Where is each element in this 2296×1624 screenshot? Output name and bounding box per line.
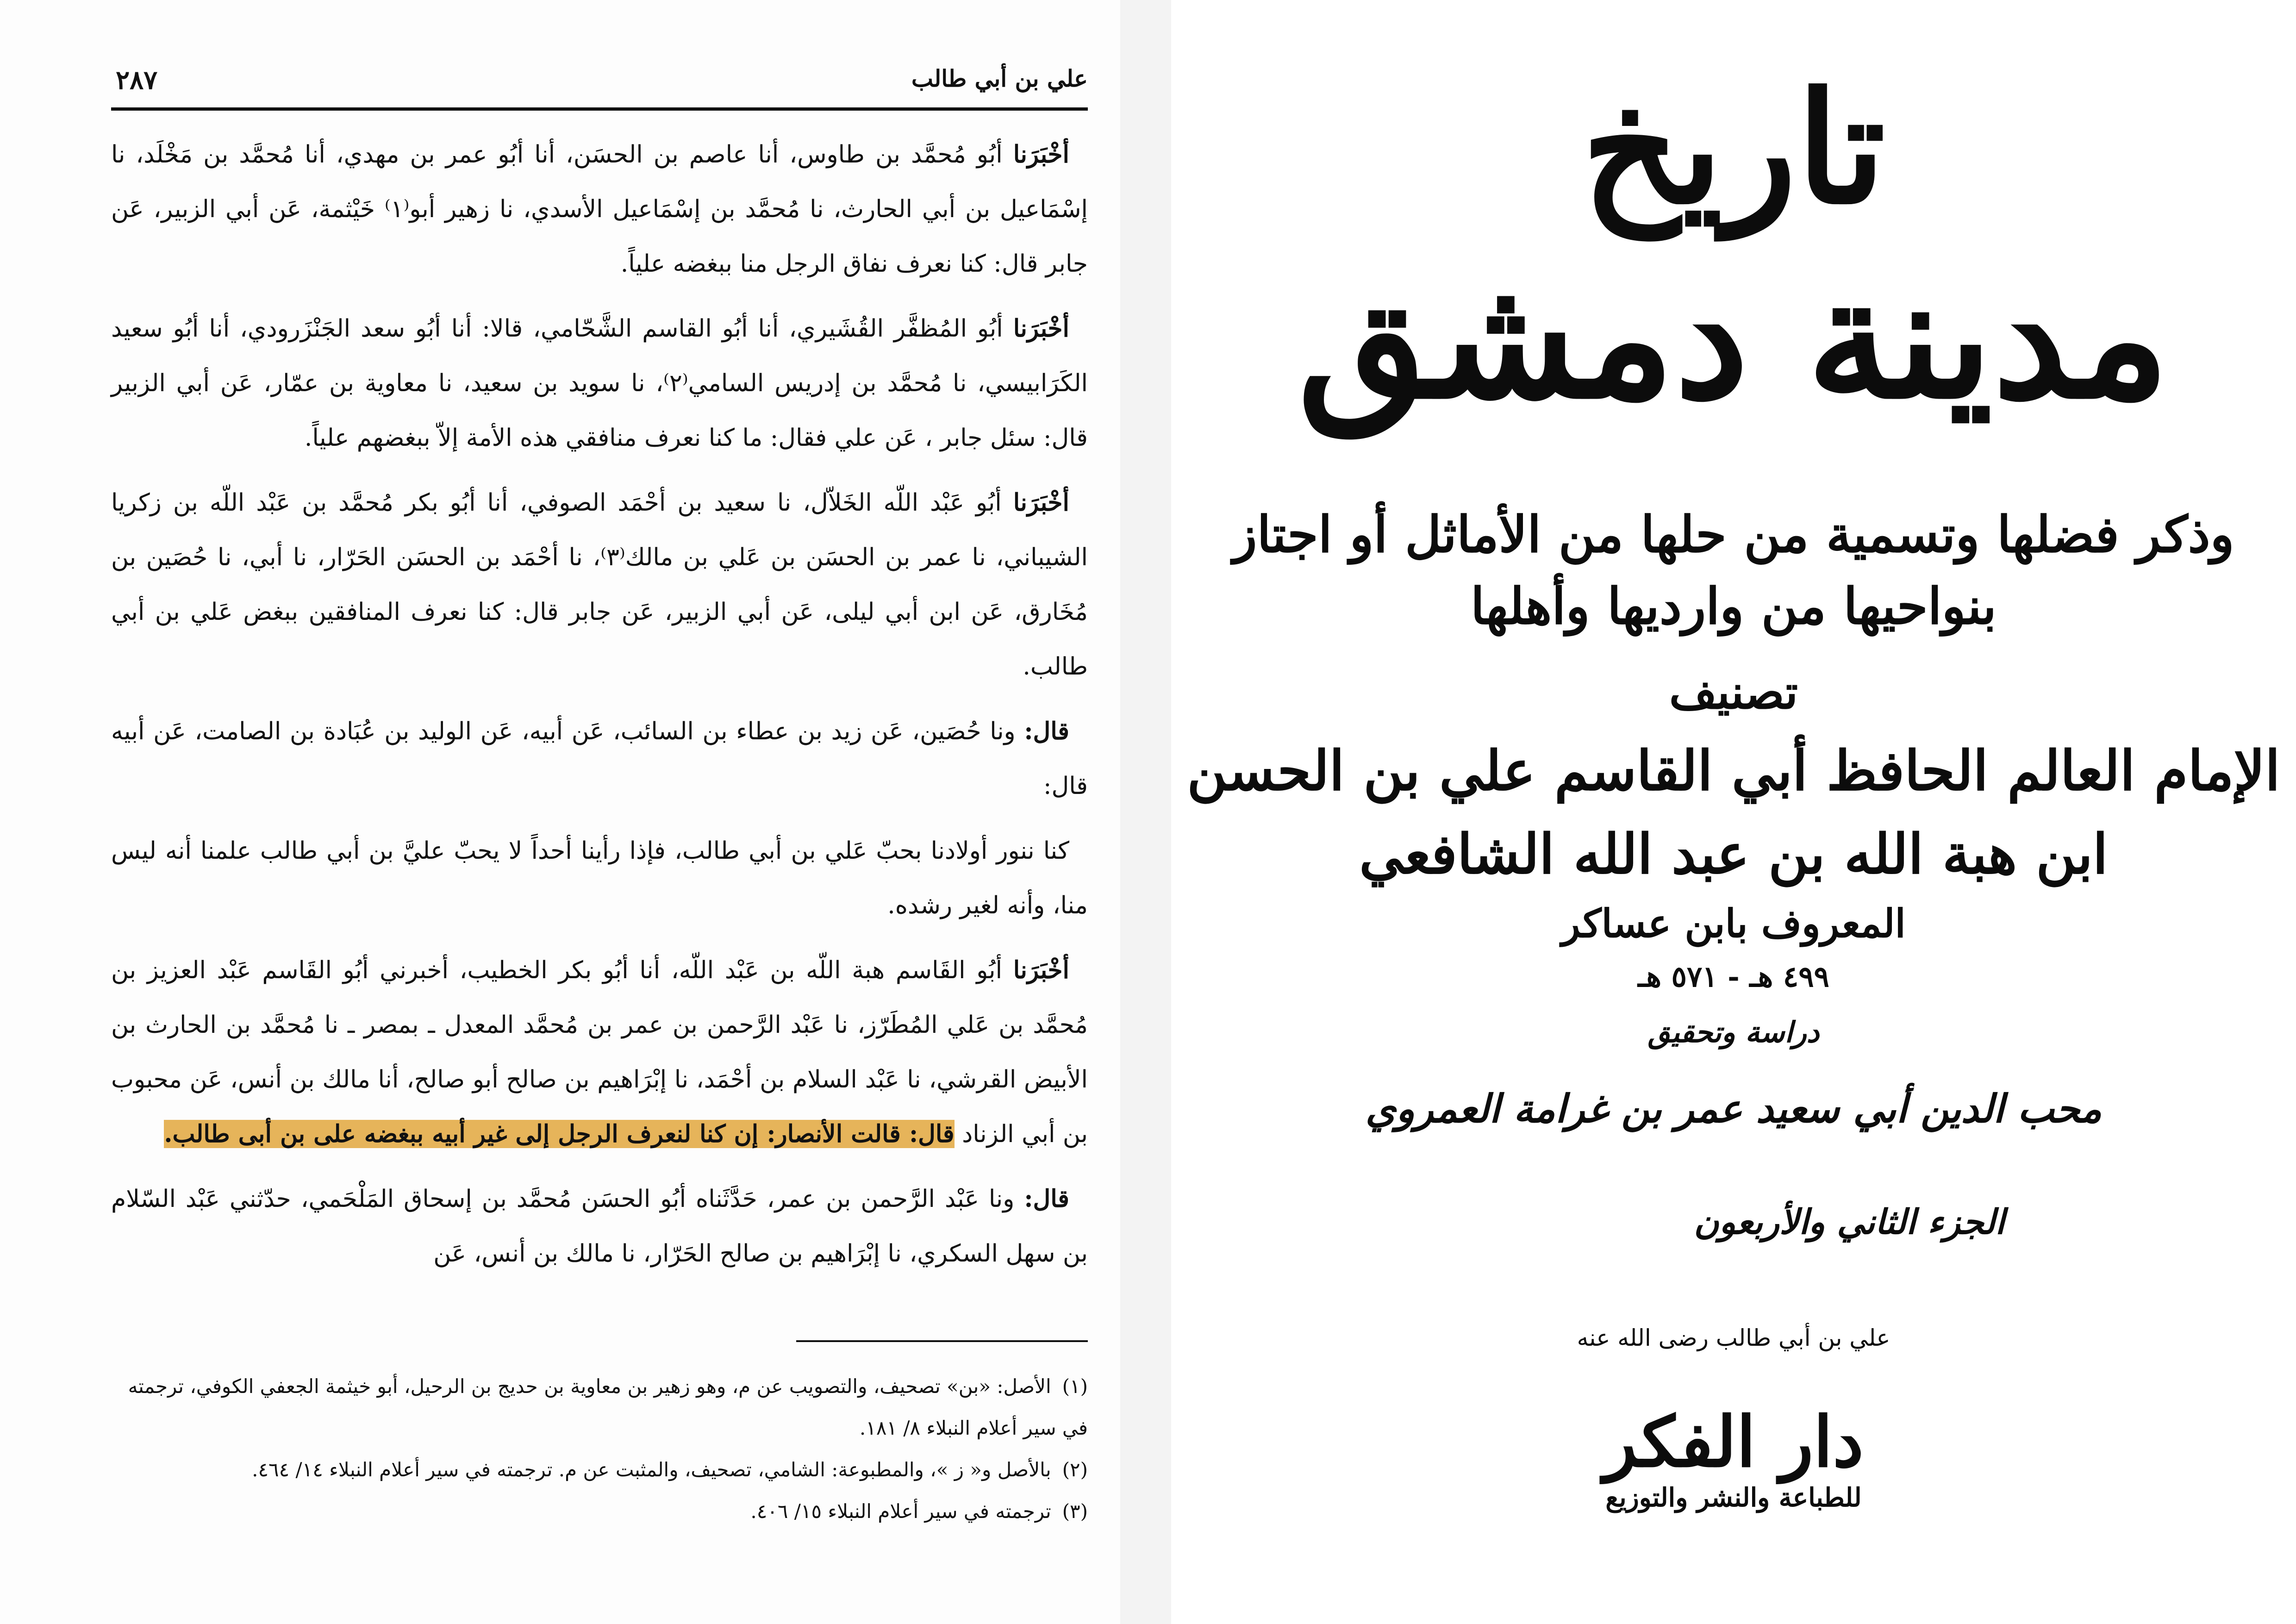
footnote-text: الأصل: «بن» تصحيف، والتصويب عن م، وهو زهير بن معاوية بن حديج بن الرحيل، أبو خيثمة الجعفي الكوفي، ترجمته في سير أعلام النبلاء ٨/ ١٨١. bbox=[128, 1375, 1088, 1439]
paragraph-text: ونا حُصَين، عَن زيد بن عطاء بن السائب، عَن أبيه، عَن الوليد بن عُبَادة بن الصامت، عَن أبيه قال: bbox=[111, 718, 1088, 800]
footnote-rule bbox=[796, 1340, 1088, 1342]
book-title-top: تاريخ bbox=[1581, 58, 1886, 238]
section-label: علي بن أبي طالب رضى الله عنه bbox=[1577, 1324, 1890, 1351]
paragraph-lead: أخْبَرَنا bbox=[1013, 488, 1069, 517]
footnote-number: (٣) bbox=[1062, 1500, 1088, 1523]
paragraph-text: أبُو المُظفَّر القُشَيري، أنا أبُو القاسم الشَّحّامي، قالا: أنا أبُو سعد الجَنْزَرودي، أنا أبُو سعيد الكَرَابيسي، نا مُحمَّد بن إدريس السامي⁽٢⁾، نا سويد بن سعيد، نا معاوية بن عمّار، عَن أبي الزبير قال: سئل جابر ، عَن علي فقال: ما كنا نعرف منافقي هذه الأمة إلاّ ببغضهم علياً. bbox=[111, 315, 1088, 452]
running-header: علي بن أبي طالب bbox=[911, 65, 1088, 92]
highlighted-quote: قال: قالت الأنصار: إن كنا لنعرف الرجل إلى غير أبيه ببغضه على بن أبى طالب. bbox=[164, 1120, 955, 1148]
authored-by-label: تصنيف bbox=[1669, 665, 1798, 719]
paragraph-lead: أخْبَرَنا bbox=[1013, 314, 1069, 343]
editor-name: محب الدين أبي سعيد عمر بن غرامة العمروي bbox=[1365, 1086, 2102, 1131]
paragraph-3 bbox=[111, 475, 1088, 694]
paragraph-2 bbox=[111, 301, 1088, 465]
publisher-logo: دار الفكر bbox=[1603, 1401, 1864, 1483]
paragraph-1 bbox=[111, 127, 1088, 291]
header-rule bbox=[111, 107, 1088, 111]
paragraph-text: ونا عَبْد الرَّحمن بن عمر، حَدَّثَناه أبُو الحسَن مُحمَّد بن إسحاق المَلْحَمي، حدّثني عَبْد السّلام بن سهل السكري، نا إبْرَاهيم بن صالح الحَرّار، نا مالك بن أنس، عَن bbox=[111, 1185, 1088, 1268]
author-line-2: ابن هبة الله بن عبد الله الشافعي bbox=[1359, 822, 2108, 886]
footnote-2 bbox=[111, 1449, 1088, 1491]
paragraph-text: أبُو عَبْد اللّه الخَلاّل، نا سعيد بن أحْمَد الصوفي، أنا أبُو بكر مُحمَّد بن عَبْد اللّه بن زكريا الشيباني، نا عمر بن الحسَن بن عَلي بن مالك⁽٣⁾، نا أحْمَد بن الحسَن الحَرّار، نا أبي، نا حُصَين بن مُخَارق، عَن ابن أبي ليلى، عَن أبي الزبير، عَن جابر قال: كنا نعرف المنافقين ببغض عَلي بن أبي طالب. bbox=[111, 489, 1088, 681]
left-page bbox=[0, 0, 1120, 1624]
paragraph-6 bbox=[111, 943, 1088, 1162]
paragraph-lead: قال: bbox=[1024, 717, 1069, 745]
page-number: ٢٨٧ bbox=[116, 65, 158, 95]
paragraph-5 bbox=[111, 824, 1088, 933]
paragraph-lead: أخْبَرَنا bbox=[1013, 140, 1069, 169]
footnote-3 bbox=[111, 1491, 1088, 1532]
author-line-1: الإمام العالم الحافظ أبي القاسم علي بن الحسن bbox=[1187, 738, 2280, 803]
title-page bbox=[1171, 0, 2296, 1624]
footnote-text: ترجمته في سير أعلام النبلاء ١٥/ ٤٠٦. bbox=[750, 1500, 1051, 1523]
publisher-tagline: للطباعة والنشر والتوزيع bbox=[1605, 1482, 1862, 1513]
paragraph-text: أبُو القَاسم هبة اللّه بن عَبْد اللّه، أنا أبُو بكر الخطيب، أخبرني أبُو القَاسم عَبْد العزيز بن مُحمَّد بن عَلي المُطَرّز، نا عَبْد الرَّحمن بن عمر بن مُحمَّد المعدل ـ بمصر ـ نا مُحمَّد بن الحارث بن الأبيض القرشي، نا عَبْد السلام بن أحْمَد، نا إبْرَاهيم بن صالح أبو صالح، أنا مالك بن أنس، عَن محبوب بن أبي الزناد bbox=[111, 956, 1088, 1148]
paragraph-text: كنا ننور أولادنا بحبّ عَلي بن أبي طالب، فإذا رأينا أحداً لا يحبّ عليَّ بن أبي طالب علمنا أنه ليس منا، وأنه لغير رشده. bbox=[111, 837, 1088, 919]
study-label: دراسة وتحقيق bbox=[1647, 1015, 1820, 1049]
paragraph-7 bbox=[111, 1172, 1088, 1281]
paragraph-4 bbox=[111, 704, 1088, 813]
page-gutter bbox=[1111, 0, 1180, 1624]
footnote-1 bbox=[111, 1366, 1088, 1449]
body-text bbox=[111, 127, 1088, 1281]
book-title-main: مدينة دمشق bbox=[1298, 240, 2170, 436]
volume-label: الجزء الثاني والأربعون bbox=[1694, 1202, 2005, 1242]
subtitle-line-2: بنواحيها من وارديها وأهلها bbox=[1470, 577, 1997, 636]
footnotes bbox=[111, 1366, 1088, 1532]
author-dates: ٤٩٩ هـ - ٥٧١ هـ bbox=[1638, 960, 1829, 993]
paragraph-text: أبُو مُحمَّد بن طاوس، أنا عاصم بن الحسَن، أنا أبُو عمر بن مهدي، أنا مُحمَّد بن مَخْلَد، نا إسْمَاعيل بن أبي الحارث، نا مُحمَّد بن إسْمَاعيل الأسدي، نا زهير أبو⁽١⁾ خَيْثمة، عَن أبي الزبير، عَن جابر قال: كنا نعرف نفاق الرجل منا ببغضه علياً. bbox=[111, 141, 1088, 278]
footnote-number: (١) bbox=[1062, 1375, 1088, 1398]
author-known-as: المعروف بابن عساكر bbox=[1561, 900, 1906, 946]
footnote-text: بالأصل و« ز »، والمطبوعة: الشامي، تصحيف، والمثبت عن م. ترجمته في سير أعلام النبلاء ١٤/ ٤٦٤. bbox=[252, 1458, 1051, 1481]
subtitle-line-1: وذكر فضلها وتسمية من حلها من الأماثل أو اجتاز bbox=[1233, 506, 2234, 564]
footnote-number: (٢) bbox=[1062, 1458, 1088, 1481]
paragraph-lead: قال: bbox=[1024, 1185, 1069, 1213]
paragraph-lead: أخْبَرَنا bbox=[1013, 956, 1069, 984]
